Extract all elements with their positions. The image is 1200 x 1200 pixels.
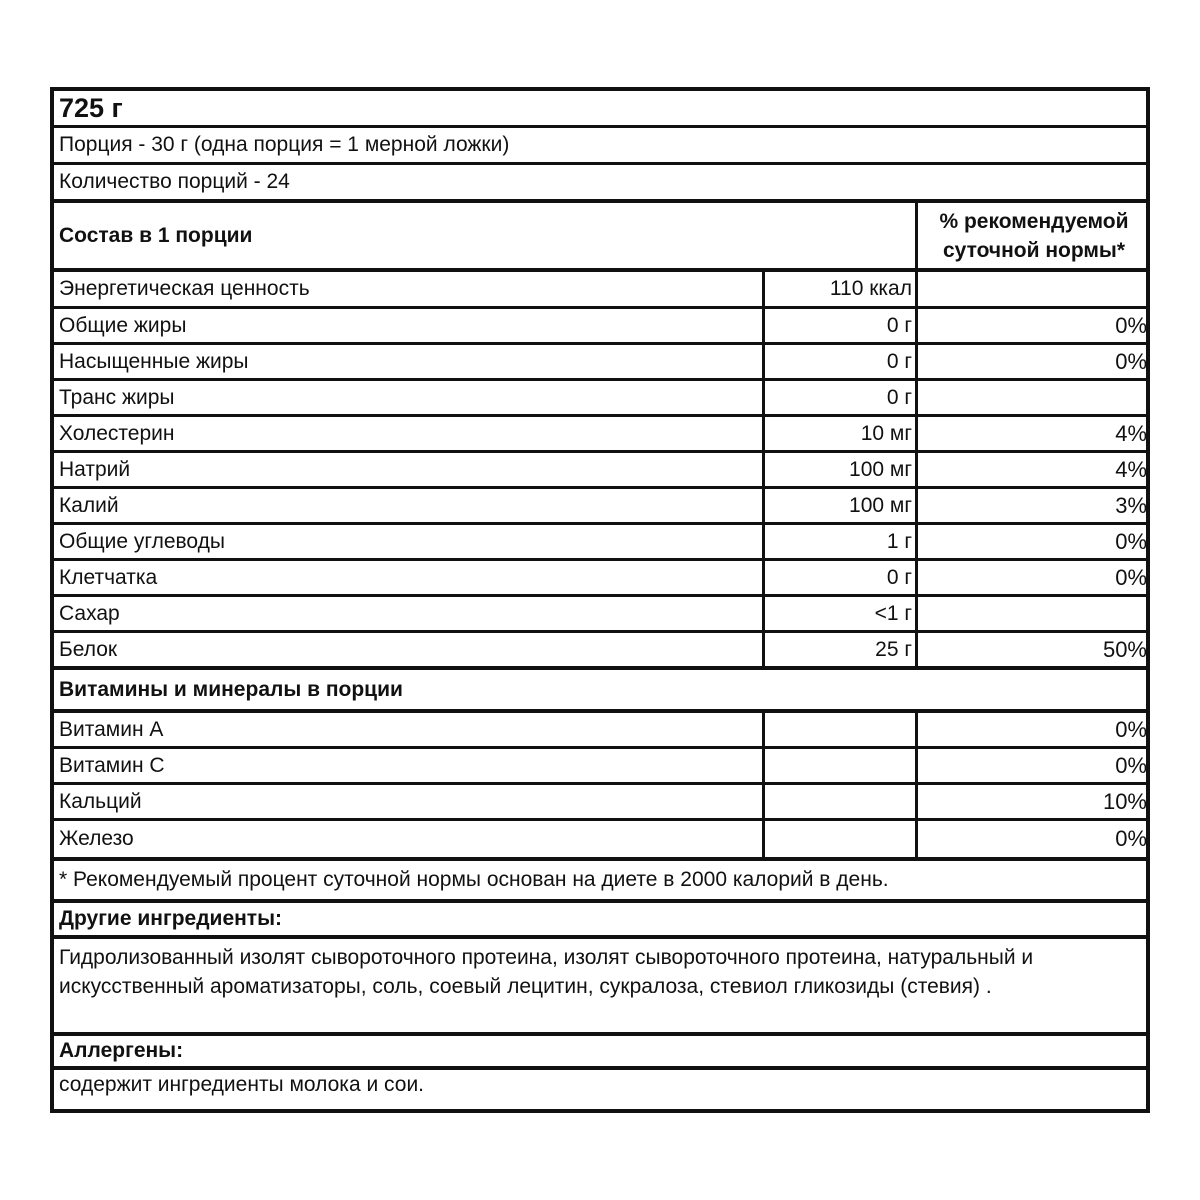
allergens-header: Аллергены: — [59, 1039, 184, 1062]
nutrient-row — [54, 417, 1146, 453]
footnote: * Рекомендуемый процент суточной нормы основан на диете в 2000 калорий в день. — [59, 868, 889, 891]
nutrient-amount: 25 г — [762, 633, 915, 666]
nutrient-percent — [915, 272, 1150, 306]
vitamins-header: Витамины и минералы в порции — [59, 677, 403, 701]
nutrient-name: Натрий — [59, 457, 131, 481]
nutrient-name: Энергетическая ценность — [59, 277, 310, 300]
vitamin-name: Кальций — [59, 789, 142, 813]
vitamin-name: Железо — [59, 827, 134, 850]
nutrient-row — [54, 525, 1146, 561]
vitamin-percent: 0% — [915, 749, 1150, 782]
nutrient-name: Холестерин — [59, 421, 175, 445]
nutrient-amount: 1 г — [762, 525, 915, 558]
nutrient-percent — [915, 381, 1150, 414]
ingredients-header: Другие ингредиенты: — [59, 907, 283, 930]
nutrient-name: Белок — [59, 637, 118, 661]
nutrient-name: Клетчатка — [59, 565, 158, 589]
vitamin-amount — [762, 749, 915, 782]
nutrient-amount: 0 г — [762, 309, 915, 342]
servings-count: Количество порций - 24 — [59, 170, 290, 193]
nutrient-row — [54, 272, 1146, 309]
vitamin-row — [54, 713, 1146, 749]
package-weight: 725 г — [59, 92, 123, 123]
nutrient-row — [54, 345, 1146, 381]
ingredients-header-row — [54, 903, 1146, 939]
nutrient-amount: 0 г — [762, 345, 915, 378]
nutrient-percent: 3% — [915, 489, 1150, 522]
vitamin-name: Витамин А — [59, 717, 164, 741]
nutrient-name: Калий — [59, 493, 119, 517]
allergens-row — [54, 1070, 1146, 1109]
nutrient-percent: 0% — [915, 561, 1150, 594]
nutrient-amount: 110 ккал — [762, 272, 915, 306]
ingredients-row — [54, 939, 1146, 1036]
nutrient-amount: <1 г — [762, 597, 915, 630]
nutrient-row — [54, 381, 1146, 417]
nutrient-row — [54, 309, 1146, 345]
vitamin-percent: 10% — [915, 785, 1150, 818]
nutrient-amount: 100 мг — [762, 453, 915, 486]
vitamin-amount — [762, 713, 915, 746]
footnote-row — [54, 861, 1146, 903]
vitamin-name: Витамин С — [59, 753, 165, 777]
serving-row — [54, 128, 1146, 165]
nutrient-amount: 0 г — [762, 561, 915, 594]
nutrient-row — [54, 561, 1146, 597]
nutrient-name: Сахар — [59, 601, 120, 625]
ingredients-text: Гидролизованный изолят сывороточного протеина, изолят сывороточного протеина, натуральный и искусственный ароматизаторы, соль, соевый лецитин, сукралоза, стевиол гликозиды (стевия) . — [59, 946, 1034, 998]
vitamin-row — [54, 785, 1146, 821]
nutrient-name: Транс жиры — [59, 385, 175, 409]
nutrient-percent — [915, 597, 1150, 630]
vitamin-amount — [762, 785, 915, 818]
nutrient-row — [54, 597, 1146, 633]
vitamin-row — [54, 821, 1146, 861]
nutrient-percent: 4% — [915, 417, 1150, 450]
allergens-text: содержит ингредиенты молока и сои. — [59, 1073, 425, 1096]
nutrient-name: Насыщенные жиры — [59, 349, 249, 373]
nutrient-row — [54, 453, 1146, 489]
nutrient-amount: 10 мг — [762, 417, 915, 450]
nutrient-row — [54, 633, 1146, 670]
nutrient-percent: 0% — [915, 525, 1150, 558]
nutrition-label — [50, 87, 1150, 1113]
weight-row — [54, 91, 1146, 128]
nutrient-name: Общие жиры — [59, 313, 187, 337]
serving-size: Порция - 30 г (одна порция = 1 мерной ложки) — [59, 133, 510, 156]
servings-count-row — [54, 165, 1146, 203]
nutrient-amount: 0 г — [762, 381, 915, 414]
nutrient-percent: 0% — [915, 309, 1150, 342]
vitamin-amount — [762, 821, 915, 857]
composition-header: Состав в 1 порции — [59, 223, 253, 247]
vitamin-row — [54, 749, 1146, 785]
daily-value-header: % рекомендуемой суточной нормы* — [915, 203, 1150, 268]
vitamin-percent: 0% — [915, 713, 1150, 746]
vitamin-percent: 0% — [915, 821, 1150, 857]
nutrient-percent: 50% — [915, 633, 1150, 666]
nutrient-row — [54, 489, 1146, 525]
composition-header-row — [54, 203, 1146, 272]
nutrient-name: Общие углеводы — [59, 529, 226, 553]
nutrient-percent: 0% — [915, 345, 1150, 378]
allergens-header-row — [54, 1036, 1146, 1070]
nutrient-amount: 100 мг — [762, 489, 915, 522]
nutrient-percent: 4% — [915, 453, 1150, 486]
vitamins-header-row — [54, 670, 1146, 713]
